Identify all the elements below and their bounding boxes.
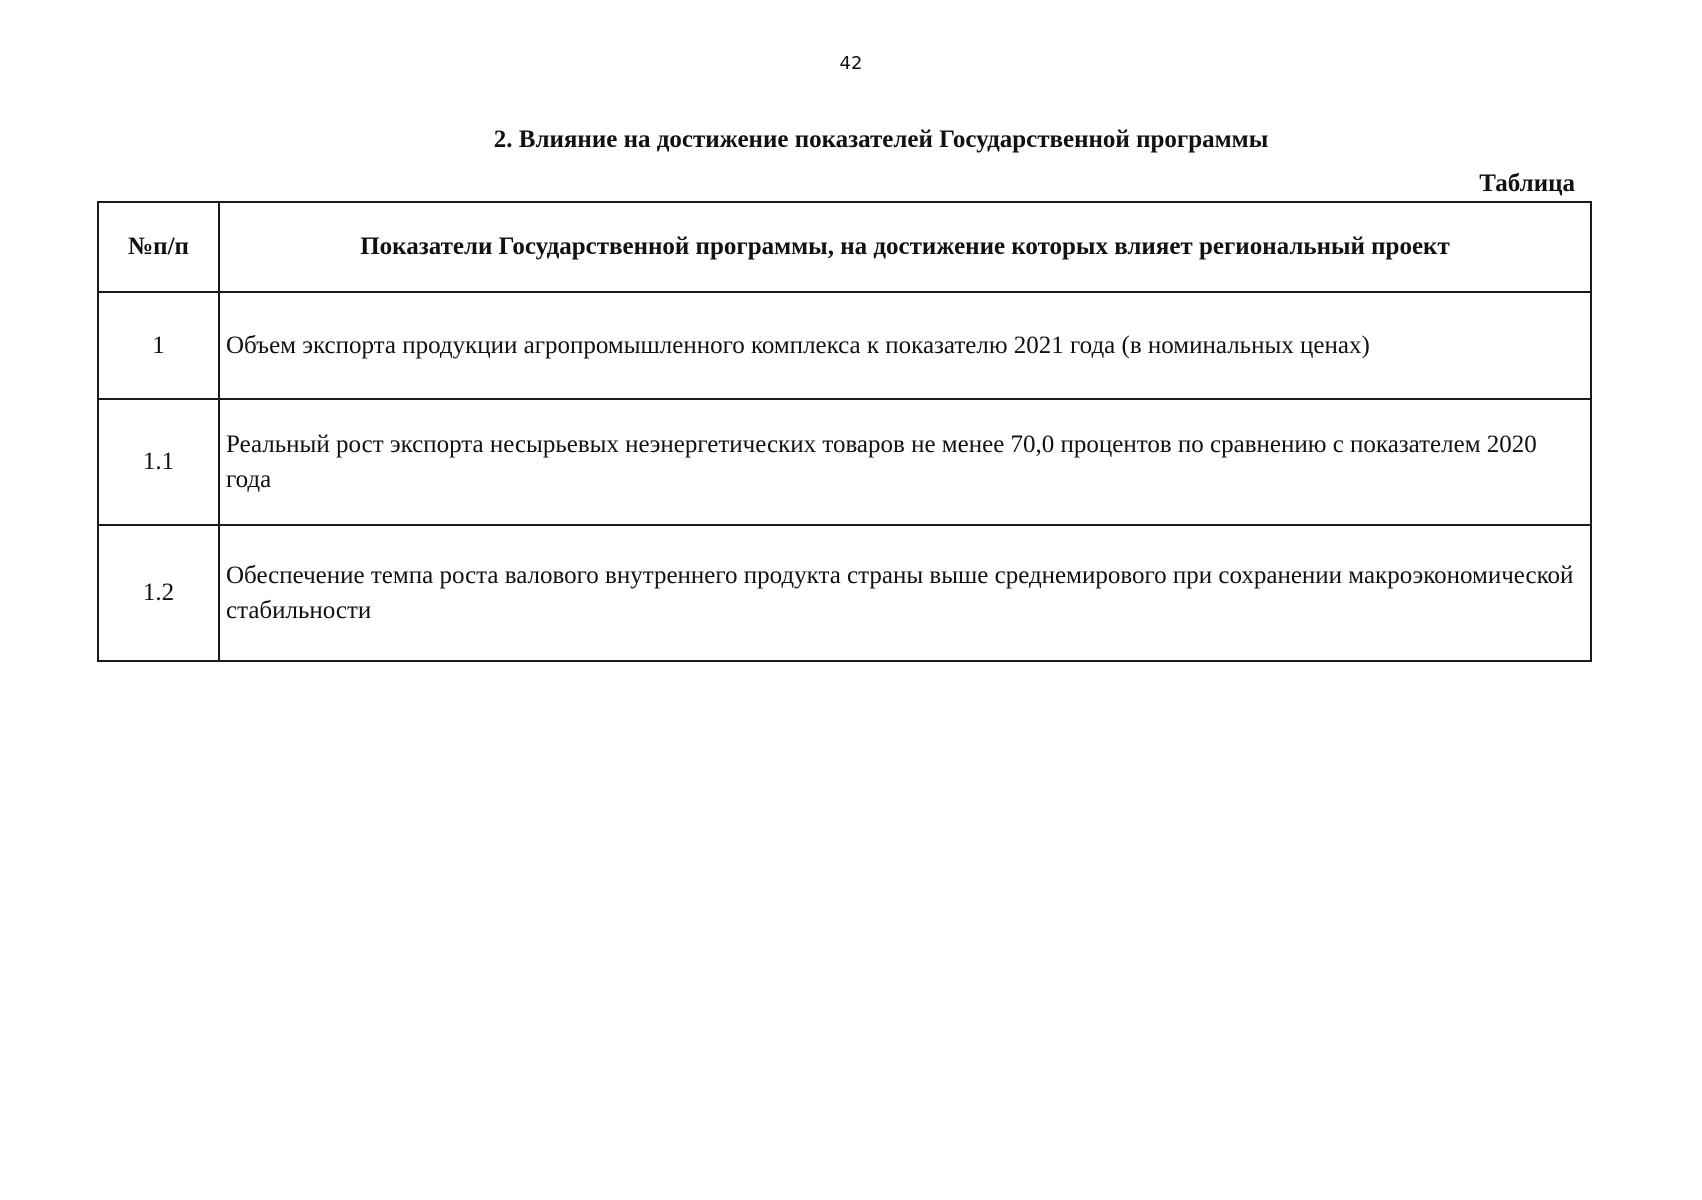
row-indicator-text: Объем экспорта продукции агропромышленного комплекса к показателю 2021 года (в номинальных ценах) bbox=[219, 292, 1591, 399]
row-indicator-text: Реальный рост экспорта несырьевых неэнергетических товаров не менее 70,0 процентов по сравнению с показателем 2020 года bbox=[219, 399, 1591, 525]
table-row bbox=[98, 399, 1591, 525]
row-indicator-text: Обеспечение темпа роста валового внутреннего продукта страны выше среднемирового при сохранении макроэкономической стабильности bbox=[219, 525, 1591, 661]
table-caption: Таблица bbox=[1479, 170, 1575, 197]
row-number: 1 bbox=[98, 292, 219, 399]
table-row bbox=[98, 525, 1591, 661]
page-number: 42 bbox=[839, 53, 863, 74]
header-number: №п/п bbox=[98, 202, 219, 292]
indicators-table bbox=[97, 201, 1592, 662]
table-row bbox=[98, 292, 1591, 399]
table-header-row bbox=[98, 202, 1591, 292]
section-title: 2. Влияние на достижение показателей Государственной программы bbox=[493, 126, 1269, 153]
row-number: 1.1 bbox=[98, 399, 219, 525]
header-indicators: Показатели Государственной программы, на достижение которых влияет региональный проект bbox=[219, 202, 1591, 292]
row-number: 1.2 bbox=[98, 525, 219, 661]
